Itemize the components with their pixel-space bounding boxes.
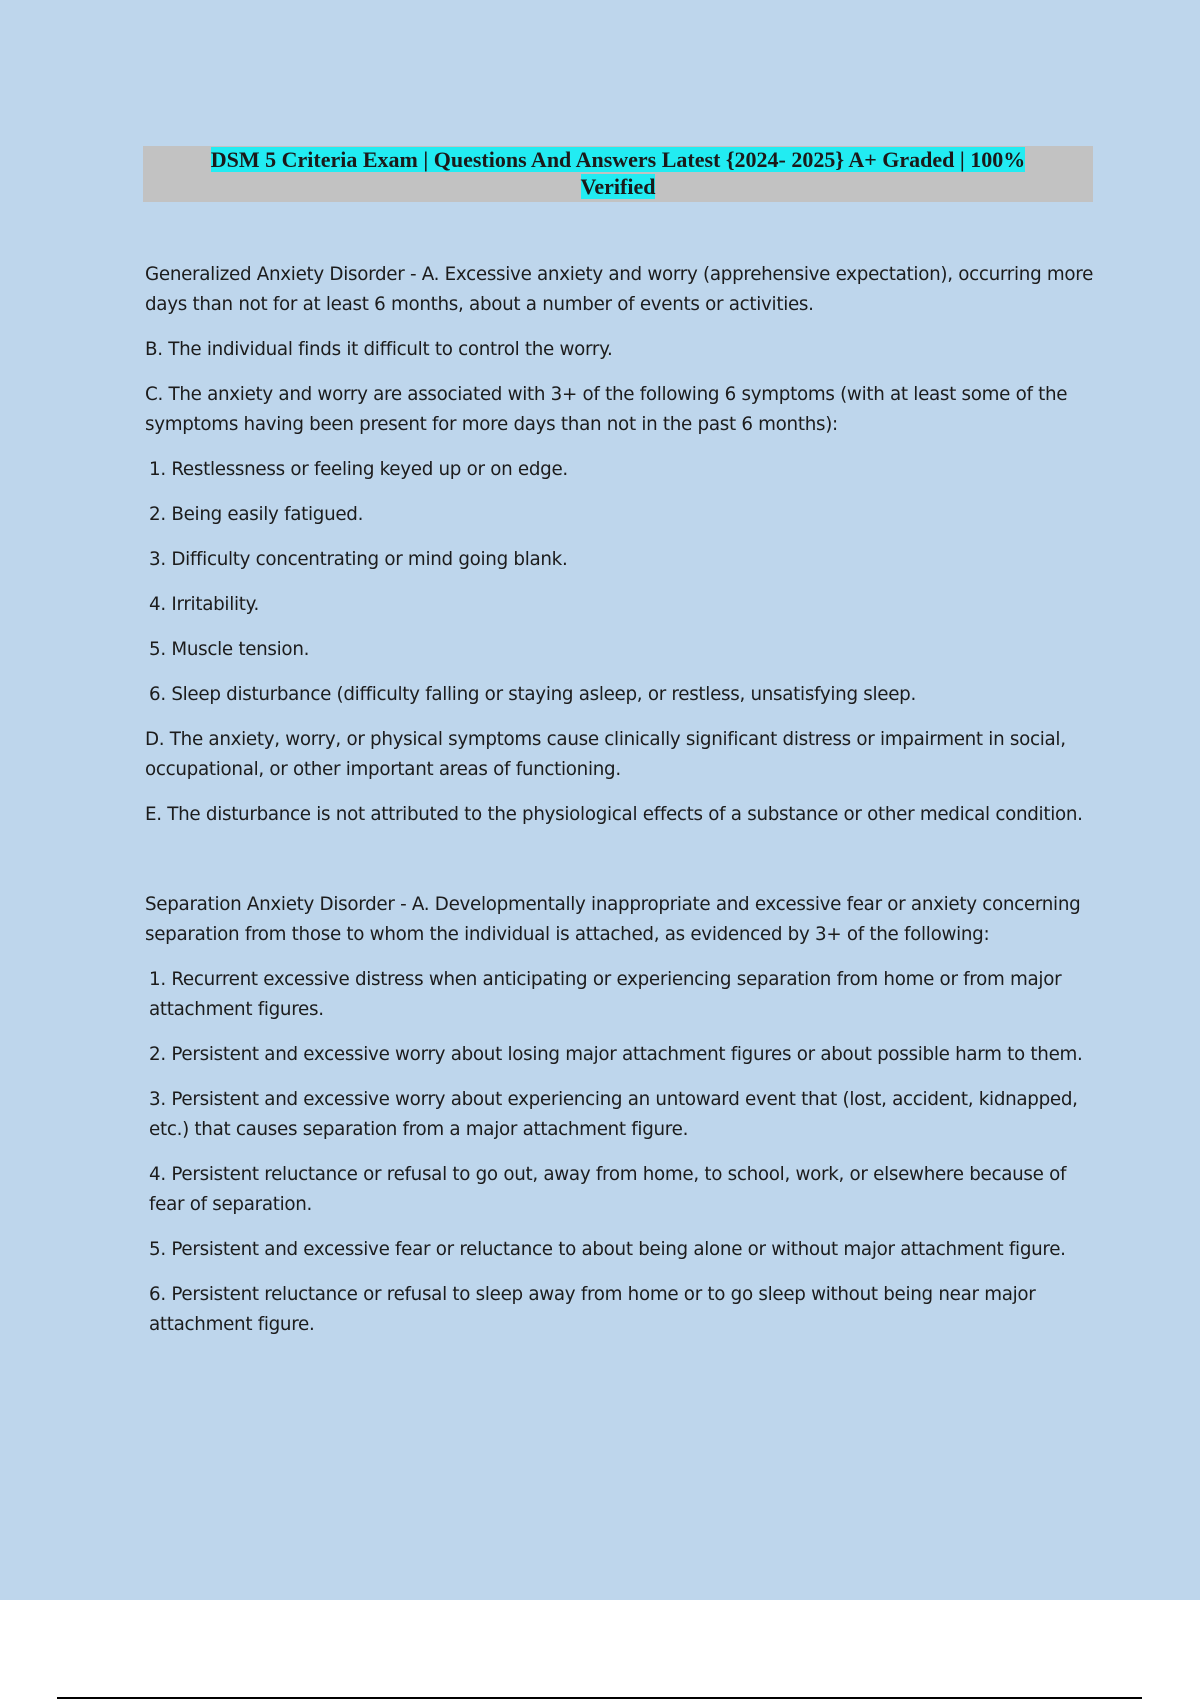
sad-criterion-a: Separation Anxiety Disorder - A. Developmentally inappropriate and excessive fear or anxiety concerning separation from those to whom the individual is attached, as evidenced by 3+ of the following: — [145, 894, 1081, 945]
document-body — [145, 260, 1095, 1355]
gad-criterion-a: Generalized Anxiety Disorder - A. Excessive anxiety and worry (apprehensive expectation), occurring more days than not for at least 6 months, about a number of events or activities. — [145, 264, 1094, 315]
gad-symptom-item: 2. Being easily fatigued. — [149, 504, 364, 525]
title-bar — [143, 146, 1093, 202]
title-line-1: DSM 5 Criteria Exam | Questions And Answers Latest {2024- 2025} A+ Graded | 100% — [210, 147, 1026, 172]
gad-symptom-item: 5. Muscle tension. — [149, 639, 310, 660]
sad-list-item: 2. Persistent and excessive worry about losing major attachment figures or about possible harm to them. — [149, 1044, 1083, 1065]
sad-list-item: 6. Persistent reluctance or refusal to sleep away from home or to go sleep without being near major attachment figure. — [149, 1284, 1036, 1335]
gad-symptom-item: 3. Difficulty concentrating or mind going blank. — [149, 549, 568, 570]
title-line-2: Verified — [580, 174, 656, 199]
gad-criterion-b: B. The individual finds it difficult to control the worry. — [145, 339, 613, 360]
document-title — [211, 147, 1025, 199]
gad-symptom-item: 6. Sleep disturbance (difficulty falling or staying asleep, or restless, unsatisfying sleep. — [149, 684, 916, 705]
sad-list-item: 1. Recurrent excessive distress when anticipating or experiencing separation from home or from major attachment figures. — [149, 969, 1062, 1020]
sad-list-item: 5. Persistent and excessive fear or reluctance to about being alone or without major attachment figure. — [149, 1239, 1066, 1260]
gad-criterion-c: C. The anxiety and worry are associated with 3+ of the following 6 symptoms (with at least some of the symptoms having been present for more days than not in the past 6 months): — [145, 384, 1068, 435]
gad-symptom-item: 4. Irritability. — [149, 594, 260, 615]
sad-list-item: 4. Persistent reluctance or refusal to go out, away from home, to school, work, or elsewhere because of fear of separation. — [149, 1164, 1067, 1215]
sad-list-item: 3. Persistent and excessive worry about experiencing an untoward event that (lost, accident, kidnapped, etc.) that causes separation from a major attachment figure. — [149, 1089, 1078, 1140]
gad-symptom-item: 1. Restlessness or feeling keyed up or on edge. — [149, 459, 568, 480]
gad-criterion-d: D. The anxiety, worry, or physical symptoms cause clinically significant distress or impairment in social, occupational, or other important areas of functioning. — [145, 729, 1066, 780]
gad-criterion-e: E. The disturbance is not attributed to the physiological effects of a substance or other medical condition. — [145, 804, 1083, 825]
section-spacer — [145, 845, 1095, 890]
footer-divider — [57, 1697, 1142, 1699]
